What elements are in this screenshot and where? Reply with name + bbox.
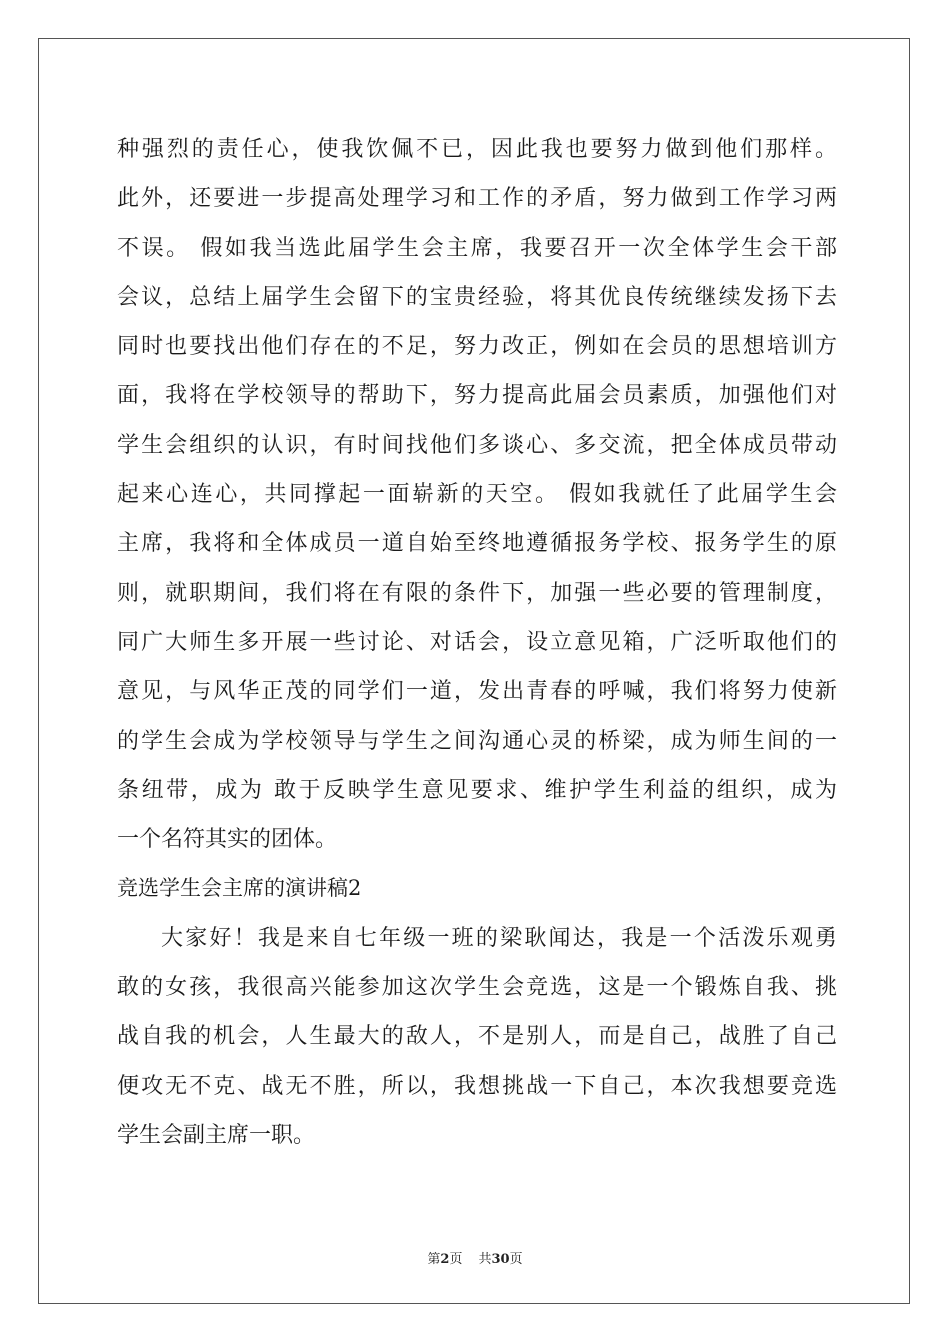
total-pages-suffix: 页 xyxy=(509,1252,523,1267)
text-line: 同广大师生多开展一些讨论、对话会，设立意见箱，广泛听取他们的 xyxy=(117,629,837,655)
page-number: 2 xyxy=(440,1252,450,1267)
text-line: 面，我将在学校领导的帮助下，努力提高此届会员素质，加强他们对 xyxy=(117,383,837,409)
section-heading: 竞选学生会主席的演讲稿2 xyxy=(117,876,362,901)
text-line: 此外，还要进一步提高处理学习和工作的矛盾，努力做到工作学习两 xyxy=(117,186,837,212)
document-body xyxy=(117,125,837,1160)
text-line: 同时也要找出他们存在的不足，努力改正，例如在会员的思想培训方 xyxy=(117,334,837,360)
total-pages-prefix: 共 xyxy=(478,1252,492,1267)
total-pages: 30 xyxy=(491,1252,510,1267)
page-number-prefix: 第 xyxy=(427,1252,441,1267)
text-line: 敢的女孩，我很高兴能参加这次学生会竞选，这是一个锻炼自我、挑 xyxy=(117,975,837,1001)
text-line: 条纽带，成为 敢于反映学生意见要求、维护学生利益的组织，成为 xyxy=(117,777,837,803)
page-number-suffix: 页 xyxy=(449,1252,463,1267)
text-line: 的学生会成为学校领导与学生之间沟通心灵的桥梁，成为师生间的一 xyxy=(117,728,837,754)
text-line: 一个名符其实的团体。 xyxy=(117,827,338,853)
text-line: 起来心连心，共同撑起一面崭新的天空。 假如我就任了此届学生会 xyxy=(117,482,837,508)
text-line: 种强烈的责任心，使我饮佩不已，因此我也要努力做到他们那样。 xyxy=(117,137,837,162)
text-line: 不误。 假如我当选此届学生会主席，我要召开一次全体学生会干部 xyxy=(117,235,837,261)
text-line: 会议，总结上届学生会留下的宝贵经验，将其优良传统继续发扬下去 xyxy=(117,284,837,310)
page-footer xyxy=(0,1248,950,1267)
text-line: 学生会组织的认识，有时间找他们多谈心、多交流，把全体成员带动 xyxy=(117,432,837,458)
text-line: 大家好！我是来自七年级一班的梁耿闻达，我是一个活泼乐观勇 xyxy=(161,925,837,951)
text-line: 便攻无不克、战无不胜，所以，我想挑战一下自己，本次我想要竞选 xyxy=(117,1073,837,1099)
text-line: 学生会副主席一职。 xyxy=(117,1122,316,1148)
text-line: 则，就职期间，我们将在有限的条件下，加强一些必要的管理制度， xyxy=(117,580,837,606)
text-line: 战自我的机会，人生最大的敌人，不是别人，而是自己，战胜了自己 xyxy=(117,1024,837,1050)
text-line: 意见，与风华正茂的同学们一道，发出青春的呼喊，我们将努力使新 xyxy=(117,679,837,705)
text-line: 主席，我将和全体成员一道自始至终地遵循报务学校、报务学生的原 xyxy=(117,531,837,557)
